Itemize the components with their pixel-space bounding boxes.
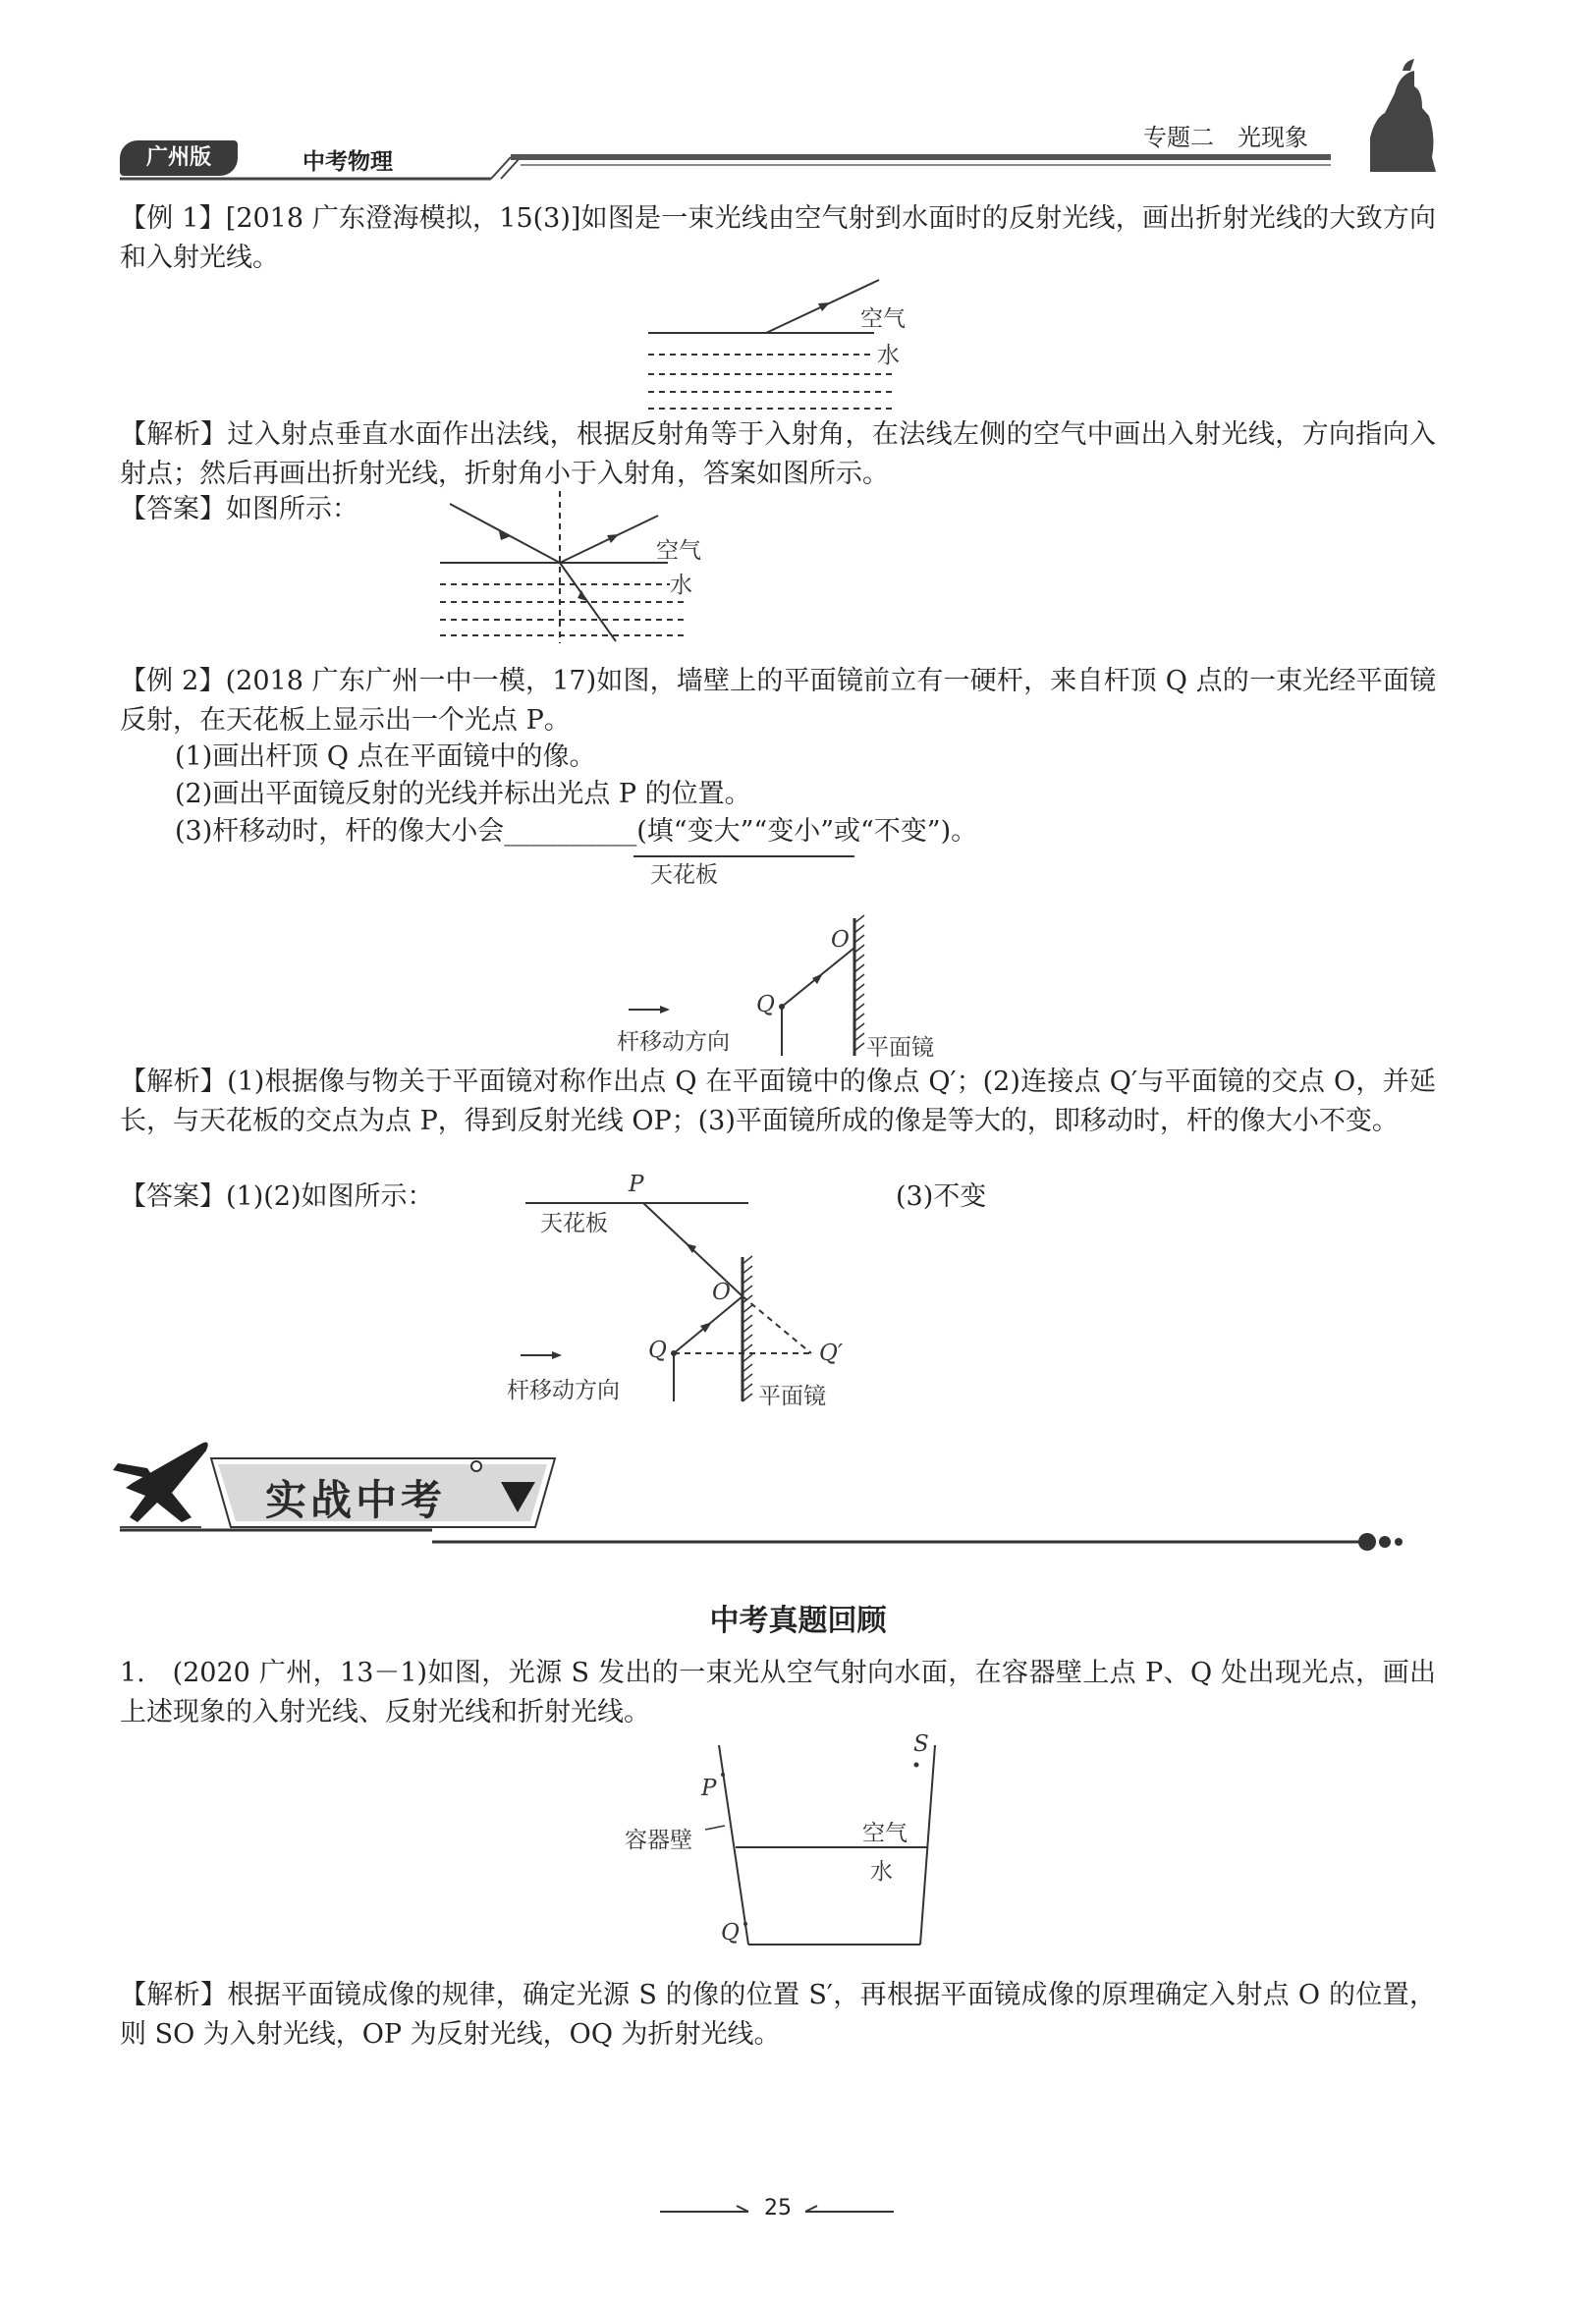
example2-answer-Q-label: Q xyxy=(648,1338,667,1363)
problem1-wall-label: 容器壁 xyxy=(625,1828,692,1853)
goat-statue-icon xyxy=(1370,59,1436,172)
example2-answer-Qprime-label: Q′ xyxy=(819,1341,844,1366)
example2-answer-mirror-label: 平面镜 xyxy=(758,1384,826,1409)
airplane-icon xyxy=(113,1443,208,1522)
example2-answer-move-label: 杆移动方向 xyxy=(507,1378,620,1403)
example1-analysis: 【解析】过入射点垂直水面作出法线，根据反射角等于入射角，在法线左侧的空气中画出入射光线，方向指向入射点；然后再画出折射光线，折射角小于入射角，答案如图所示。 xyxy=(120,419,1436,489)
banner-title: 实战中考 xyxy=(265,1476,447,1524)
example1-answer: 【答案】如图所示： xyxy=(120,494,358,524)
problem1-analysis: 【解析】根据平面镜成像的规律，确定光源 S 的像的位置 S′，再根据平面镜成像的原理确定入射点 O 的位置，则 SO 为入射光线，OP 为反射光线，OQ 为折射光线。 xyxy=(120,1980,1436,2050)
example2-answer3: (3)不变 xyxy=(896,1181,987,1212)
example2-move-label: 杆移动方向 xyxy=(617,1029,730,1055)
example2-ceiling-label: 天花板 xyxy=(650,862,718,888)
section-title: 中考真题回顾 xyxy=(709,1604,887,1638)
example2-Q-label: Q xyxy=(756,992,775,1017)
example2-answer-O-label: O xyxy=(712,1280,731,1305)
example2-answer-ceiling-label: 天花板 xyxy=(540,1211,608,1236)
example1-air-label: 空气 xyxy=(860,306,906,332)
problem1-S-label: S xyxy=(913,1731,929,1757)
example1-answer-air-label: 空气 xyxy=(656,538,701,564)
example2-analysis: 【解析】(1)根据像与物关于平面镜对称作出点 Q 在平面镜中的像点 Q′；(2)连接点 Q′与平面镜的交点 O，并延长，与天花板的交点为点 P，得到反射光线 OP；(3)平面镜所成的像是等大的，即移动时，杆的像大小不变。 xyxy=(120,1067,1436,1136)
example1-question: 【例 1】[2018 广东澄海模拟，15(3)]如图是一束光线由空气射到水面时的反射光线，画出折射光线的大致方向和入射光线。 xyxy=(120,203,1436,273)
example1-answer-water-label: 水 xyxy=(670,573,692,598)
problem1-Q-label: Q xyxy=(721,1920,740,1946)
example2-O-label: O xyxy=(831,927,850,953)
example2-q2: (2)画出平面镜反射的光线并标出光点 P 的位置。 xyxy=(175,779,751,809)
header-decoration xyxy=(0,0,1596,196)
example2-q3: (3)杆移动时，杆的像大小会__________(填“变大”“变小”或“不变”)。 xyxy=(175,816,978,847)
problem1-water-label: 水 xyxy=(870,1859,893,1885)
page-number: 25 xyxy=(764,2196,792,2220)
topic-title: 专题二 光现象 xyxy=(1143,124,1308,151)
example2-answer-P-label: P xyxy=(629,1172,644,1197)
problem1-figure xyxy=(688,1733,953,1949)
problem1-air-label: 空气 xyxy=(862,1821,908,1846)
example1-water-label: 水 xyxy=(877,343,900,368)
subject-title: 中考物理 xyxy=(303,149,393,175)
example2-answer12: 【答案】(1)(2)如图所示： xyxy=(120,1181,434,1212)
example2-q1: (1)画出杆顶 Q 点在平面镜中的像。 xyxy=(175,741,596,772)
edition-badge: 广州版 xyxy=(120,140,238,176)
example2-mirror-label: 平面镜 xyxy=(866,1035,934,1061)
section-banner xyxy=(0,1429,1596,1557)
example2-question: 【例 2】(2018 广东广州一中一模，17)如图，墙壁上的平面镜前立有一硬杆，来自杆顶 Q 点的一束光经平面镜反射，在天花板上显示出一个光点 P。 xyxy=(120,666,1436,736)
problem1-question: 1. (2020 广州，13－1)如图，光源 S 发出的一束光从空气射向水面，在容器壁上点 P、Q 处出现光点，画出上述现象的入射光线、反射光线和折射光线。 xyxy=(120,1658,1436,1727)
problem1-P-label: P xyxy=(701,1776,717,1801)
